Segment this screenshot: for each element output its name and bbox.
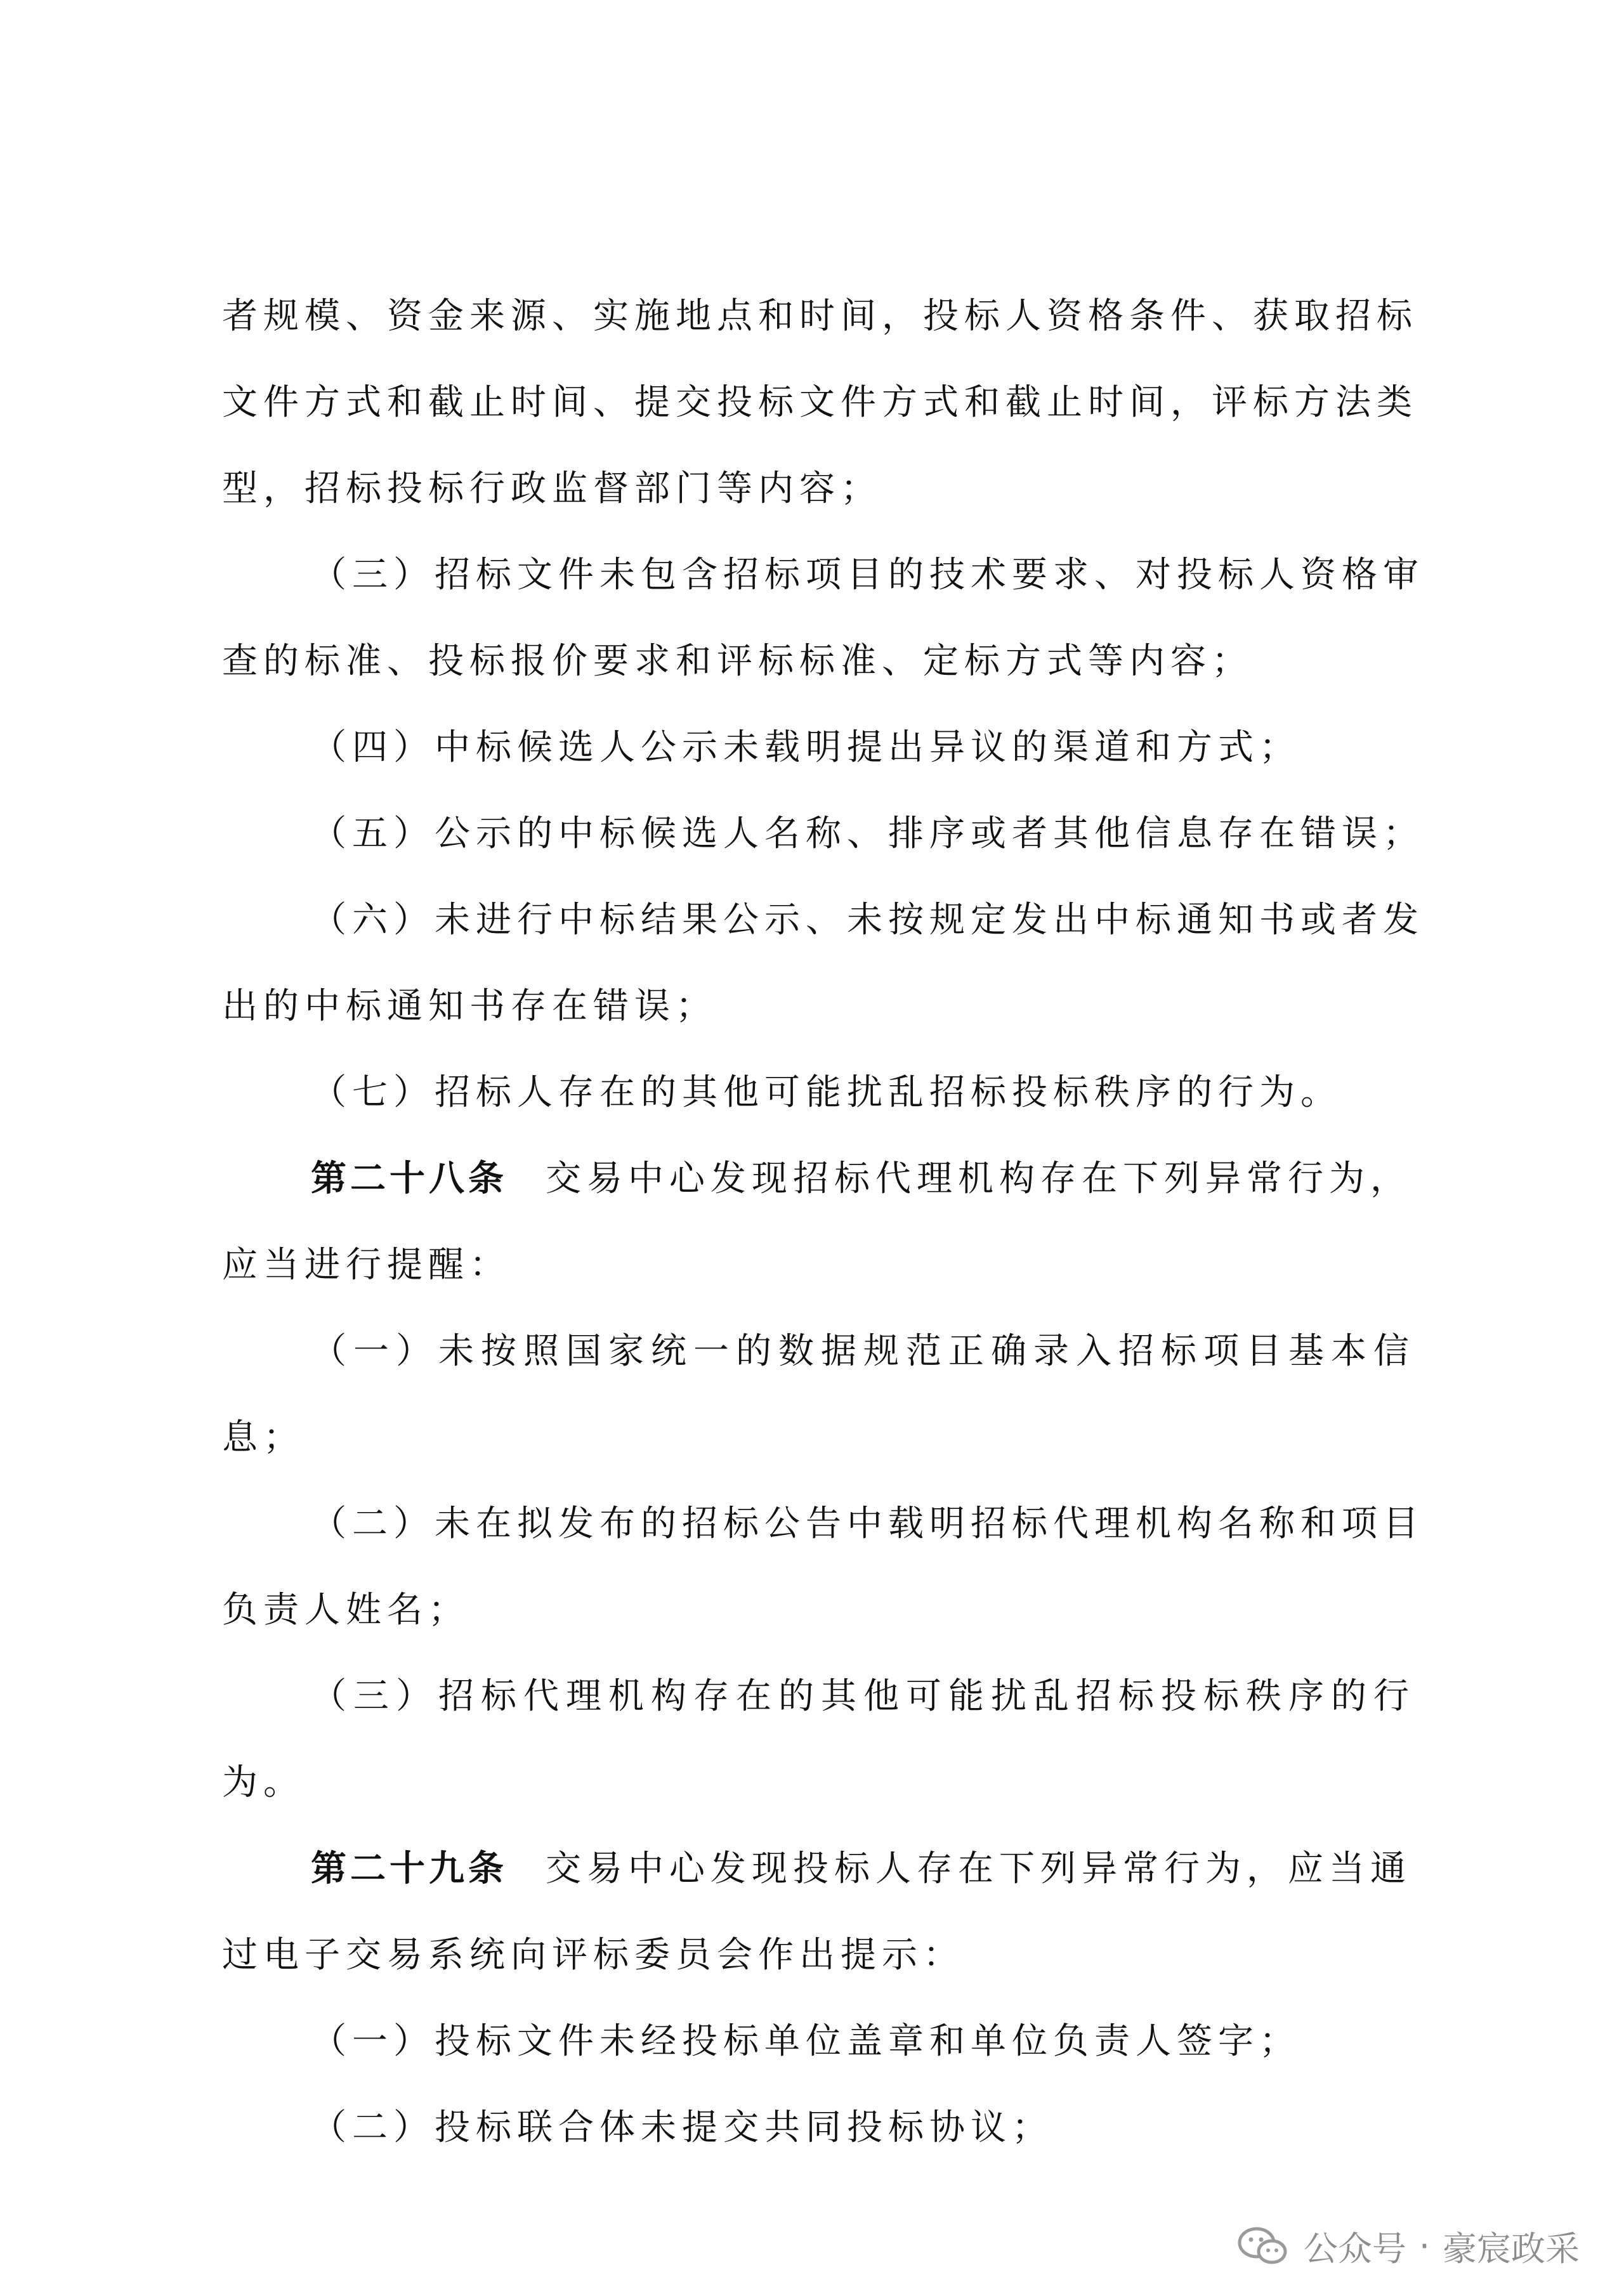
text-line: （三）招标文件未包含招标项目的技术要求、对投标人资格审 (311, 554, 1424, 596)
text-line: （二）投标联合体未提交共同投标协议； (311, 2107, 1053, 2148)
text-line: （七）招标人存在的其他可能扰乱招标投标秩序的行为。 (311, 1072, 1342, 1113)
text-line: 负责人姓名； (222, 1589, 469, 1631)
text-line: （一）未按照国家统一的数据规范正确录入招标项目基本信 (311, 1331, 1415, 1372)
text-line: （一）投标文件未经投标单位盖章和单位负责人签字； (311, 2021, 1300, 2062)
text-line: （五）公示的中标候选人名称、排序或者其他信息存在错误； (311, 813, 1424, 854)
text-line: 文件方式和截止时间、提交投标文件方式和截止时间，评标方法类 (222, 382, 1418, 423)
text-line: 查的标准、投标报价要求和评标标准、定标方式等内容； (222, 641, 1253, 682)
text-line: 息； (222, 1417, 304, 1458)
text-span: 交易中心发现投标人存在下列异常行为，应当通 (546, 1848, 1411, 1889)
wechat-icon (1236, 2224, 1290, 2268)
article-heading: 第二十八条 (311, 1158, 508, 1199)
wechat-watermark (1236, 2217, 1580, 2274)
text-line: （六）未进行中标结果公示、未按规定发出中标通知书或者发 (311, 899, 1424, 941)
text-line: 者规模、资金来源、实施地点和时间，投标人资格条件、获取招标 (222, 296, 1418, 337)
text-line: （四）中标候选人公示未载明提出异议的渠道和方式； (311, 727, 1300, 768)
article-29-line (311, 1843, 1415, 1896)
text-line: 为。 (222, 1762, 304, 1803)
text-span: 交易中心发现招标代理机构存在下列异常行为， (546, 1158, 1411, 1199)
text-line: 过电子交易系统向评标委员会作出提示： (222, 1934, 964, 1976)
text-line: 出的中标通知书存在错误； (222, 986, 717, 1027)
text-line: 型，招标投标行政监督部门等内容； (222, 468, 882, 509)
text-line: （二）未在拟发布的招标公告中载明招标代理机构名称和项目 (311, 1503, 1424, 1544)
text-line: （三）招标代理机构存在的其他可能扰乱招标投标秩序的行 (311, 1676, 1415, 1717)
watermark-separator: · (1418, 2226, 1430, 2266)
text-line: 应当进行提醒： (222, 1244, 511, 1286)
article-heading: 第二十九条 (311, 1848, 508, 1889)
article-28-line (311, 1152, 1415, 1206)
watermark-label: 公众号 (1303, 2228, 1406, 2269)
watermark-account: 豪宸政采 (1443, 2228, 1580, 2269)
